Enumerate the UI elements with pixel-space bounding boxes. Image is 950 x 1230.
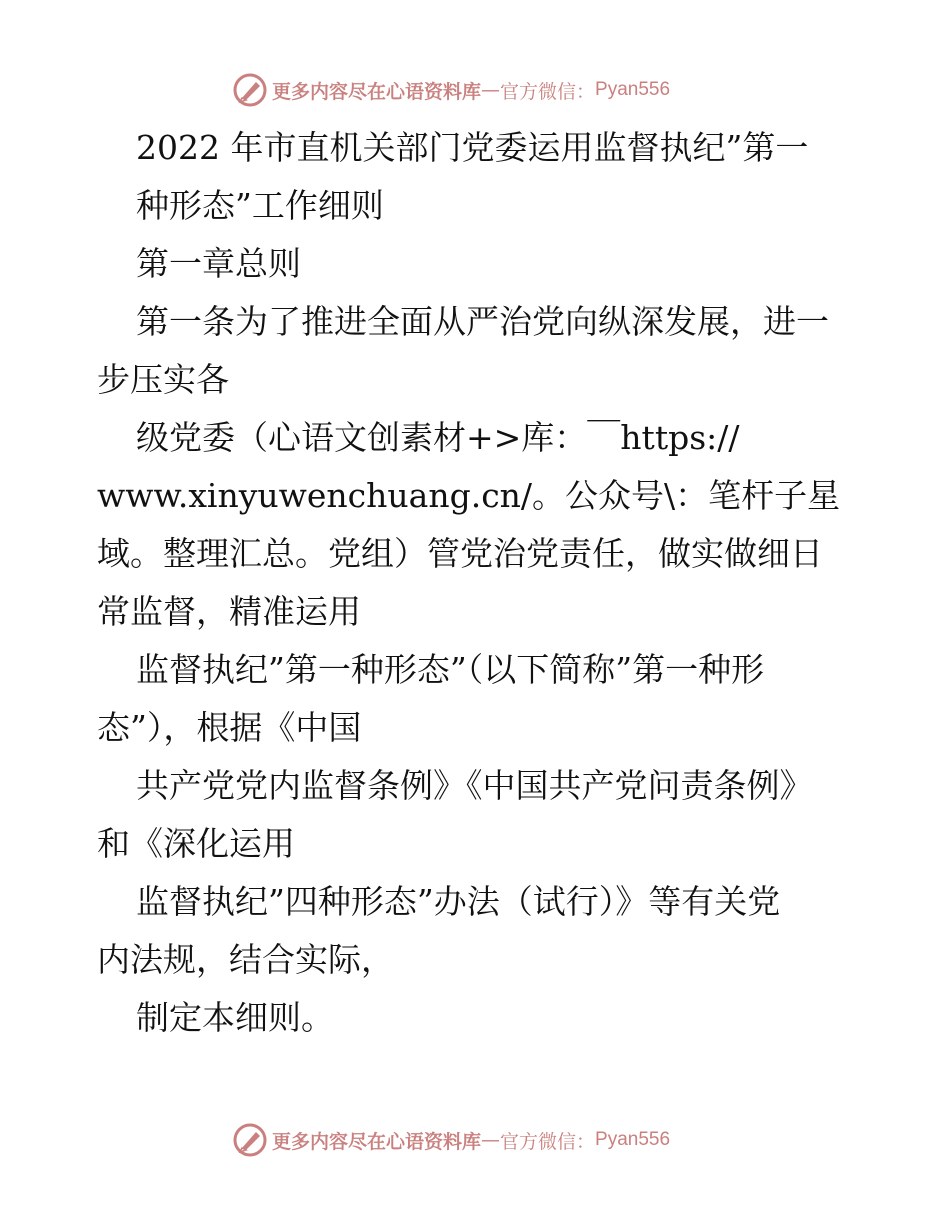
paragraph-line: 制定本细则。 — [136, 998, 334, 1037]
paragraph-line: 态”），根据《中国 — [97, 708, 362, 747]
doc-title-line-2: 种形态”工作细则 — [136, 186, 384, 225]
paragraph-line: 第一条为了推进全面从严治党向纵深发展，进一 — [136, 302, 829, 341]
watermark-main-text: 更多内容尽在心语资料库 — [272, 1130, 482, 1153]
watermark-main-text: 更多内容尽在心语资料库 — [272, 80, 482, 103]
paragraph-line: 级党委（心语文创素材+>库：￣https:// — [136, 418, 740, 457]
paragraph-line: 和《深化运用 — [97, 824, 295, 863]
paragraph-line: 常监督，精准运用 — [97, 592, 361, 631]
paragraph-line: 监督执纪”四种形态”办法（试行）》等有关党 — [136, 882, 781, 921]
watermark-id: Pyan556 — [595, 79, 671, 100]
paragraph-line: 步压实各 — [97, 360, 229, 399]
watermark-dash: — — [481, 79, 501, 101]
paragraph-line: www.xinyuwenchuang.cn/。公众号\：笔杆子星 — [97, 476, 841, 515]
doc-title-line-1: 2022 年市直机关部门党委运用监督执纪”第一 — [136, 128, 809, 167]
pen-logo-icon — [232, 72, 268, 108]
paragraph-line: 内法规，结合实际， — [97, 940, 394, 979]
paragraph-line: 监督执纪”第一种形态”（以下简称”第一种形 — [136, 650, 765, 689]
pen-logo-icon — [232, 1122, 268, 1158]
watermark-dash: — — [481, 1129, 501, 1151]
watermark-sub-text: 官方微信： — [500, 80, 596, 103]
paragraph-line: 共产党党内监督条例》《中国共产党问责条例》 — [136, 766, 813, 805]
watermark-banner-bottom — [232, 1120, 752, 1160]
watermark-banner-top — [232, 70, 752, 110]
watermark-sub-text: 官方微信： — [500, 1130, 596, 1153]
paragraph-line: 域。整理汇总。党组）管党治党责任，做实做细日 — [97, 534, 823, 573]
watermark-id: Pyan556 — [595, 1129, 671, 1150]
chapter-heading: 第一章总则 — [136, 244, 301, 283]
